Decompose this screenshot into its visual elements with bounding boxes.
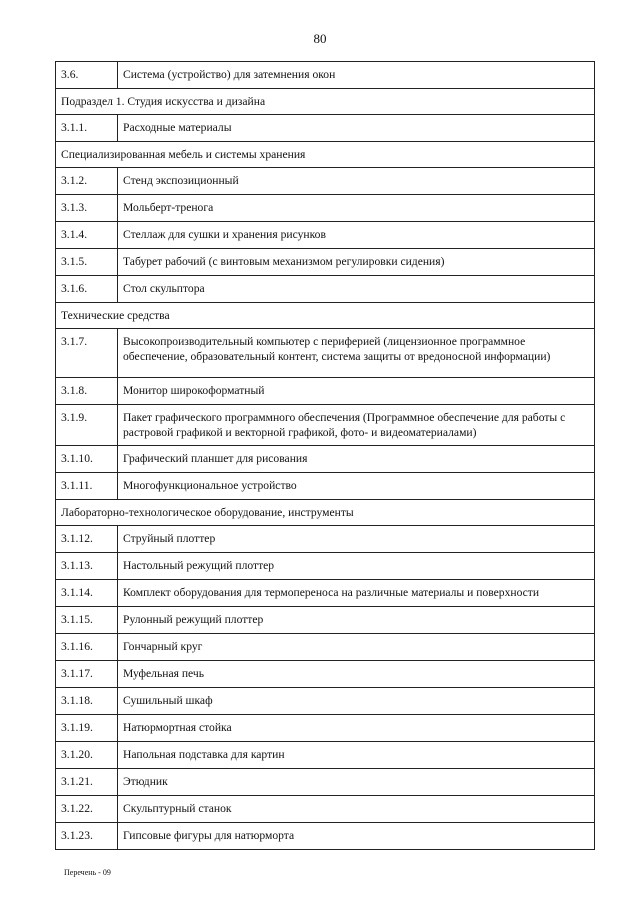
section-title: Подраздел 1. Студия искусства и дизайна: [56, 89, 595, 115]
item-name: Стенд экспозиционный: [118, 168, 595, 195]
table-row: [56, 195, 595, 222]
section-title: Специализированная мебель и системы хранения: [56, 142, 595, 168]
table-row: [56, 405, 595, 446]
item-name: Настольный режущий плоттер: [118, 553, 595, 580]
item-number: 3.1.4.: [56, 222, 118, 249]
item-number: 3.1.12.: [56, 526, 118, 553]
section-header-row: [56, 500, 595, 526]
item-name: Пакет графического программного обеспечения (Программное обеспечение для работы с растровой графикой и векторной графикой, фото- и видеоматериалами): [118, 405, 595, 446]
item-name: Рулонный режущий плоттер: [118, 607, 595, 634]
equipment-table: [55, 61, 595, 850]
item-name: Струйный плоттер: [118, 526, 595, 553]
table-row: [56, 378, 595, 405]
equipment-table-body: [56, 62, 595, 850]
item-number: 3.1.7.: [56, 329, 118, 378]
table-row: [56, 634, 595, 661]
table-row: [56, 580, 595, 607]
document-footer: Перечень - 09: [64, 868, 111, 877]
table-row: [56, 715, 595, 742]
table-row: [56, 276, 595, 303]
item-number: 3.1.19.: [56, 715, 118, 742]
item-name: Графический планшет для рисования: [118, 446, 595, 473]
item-name: Многофункциональное устройство: [118, 473, 595, 500]
item-number: 3.1.18.: [56, 688, 118, 715]
item-number: 3.6.: [56, 62, 118, 89]
section-title: Лабораторно-технологическое оборудование, инструменты: [56, 500, 595, 526]
item-number: 3.1.9.: [56, 405, 118, 446]
item-name: Мольберт-тренога: [118, 195, 595, 222]
table-row: [56, 742, 595, 769]
item-name: Гончарный круг: [118, 634, 595, 661]
section-header-row: [56, 303, 595, 329]
item-name: Комплект оборудования для термопереноса на различные материалы и поверхности: [118, 580, 595, 607]
item-name: Стол скульптора: [118, 276, 595, 303]
table-row: [56, 168, 595, 195]
table-row: [56, 222, 595, 249]
item-number: 3.1.22.: [56, 796, 118, 823]
table-row: [56, 115, 595, 142]
table-row: [56, 249, 595, 276]
item-name: Муфельная печь: [118, 661, 595, 688]
item-name: Скульптурный станок: [118, 796, 595, 823]
table-row: [56, 823, 595, 850]
item-number: 3.1.17.: [56, 661, 118, 688]
table-row: [56, 796, 595, 823]
table-row: [56, 769, 595, 796]
table-row: [56, 329, 595, 378]
item-name: Монитор широкоформатный: [118, 378, 595, 405]
item-name: Расходные материалы: [118, 115, 595, 142]
item-number: 3.1.20.: [56, 742, 118, 769]
table-row: [56, 688, 595, 715]
item-number: 3.1.14.: [56, 580, 118, 607]
table-row: [56, 553, 595, 580]
item-number: 3.1.3.: [56, 195, 118, 222]
table-row: [56, 526, 595, 553]
item-number: 3.1.2.: [56, 168, 118, 195]
item-number: 3.1.16.: [56, 634, 118, 661]
item-number: 3.1.6.: [56, 276, 118, 303]
section-header-row: [56, 89, 595, 115]
item-name: Стеллаж для сушки и хранения рисунков: [118, 222, 595, 249]
table-row: [56, 473, 595, 500]
table-row: [56, 446, 595, 473]
page-number: 80: [313, 31, 327, 46]
item-number: 3.1.1.: [56, 115, 118, 142]
item-number: 3.1.13.: [56, 553, 118, 580]
item-name: Высокопроизводительный компьютер с периферией (лицензионное программное обеспечение, образовательный контент, система защиты от вредоносной информации): [118, 329, 595, 378]
section-title: Технические средства: [56, 303, 595, 329]
table-row: [56, 62, 595, 89]
table-row: [56, 661, 595, 688]
item-number: 3.1.15.: [56, 607, 118, 634]
item-name: Табурет рабочий (с винтовым механизмом регулировки сидения): [118, 249, 595, 276]
item-name: Этюдник: [118, 769, 595, 796]
item-number: 3.1.10.: [56, 446, 118, 473]
section-header-row: [56, 142, 595, 168]
item-number: 3.1.11.: [56, 473, 118, 500]
item-name: Система (устройство) для затемнения окон: [118, 62, 595, 89]
item-number: 3.1.5.: [56, 249, 118, 276]
table-row: [56, 607, 595, 634]
item-number: 3.1.23.: [56, 823, 118, 850]
item-name: Сушильный шкаф: [118, 688, 595, 715]
item-number: 3.1.21.: [56, 769, 118, 796]
item-name: Натюрмортная стойка: [118, 715, 595, 742]
item-name: Гипсовые фигуры для натюрморта: [118, 823, 595, 850]
item-number: 3.1.8.: [56, 378, 118, 405]
item-name: Напольная подставка для картин: [118, 742, 595, 769]
